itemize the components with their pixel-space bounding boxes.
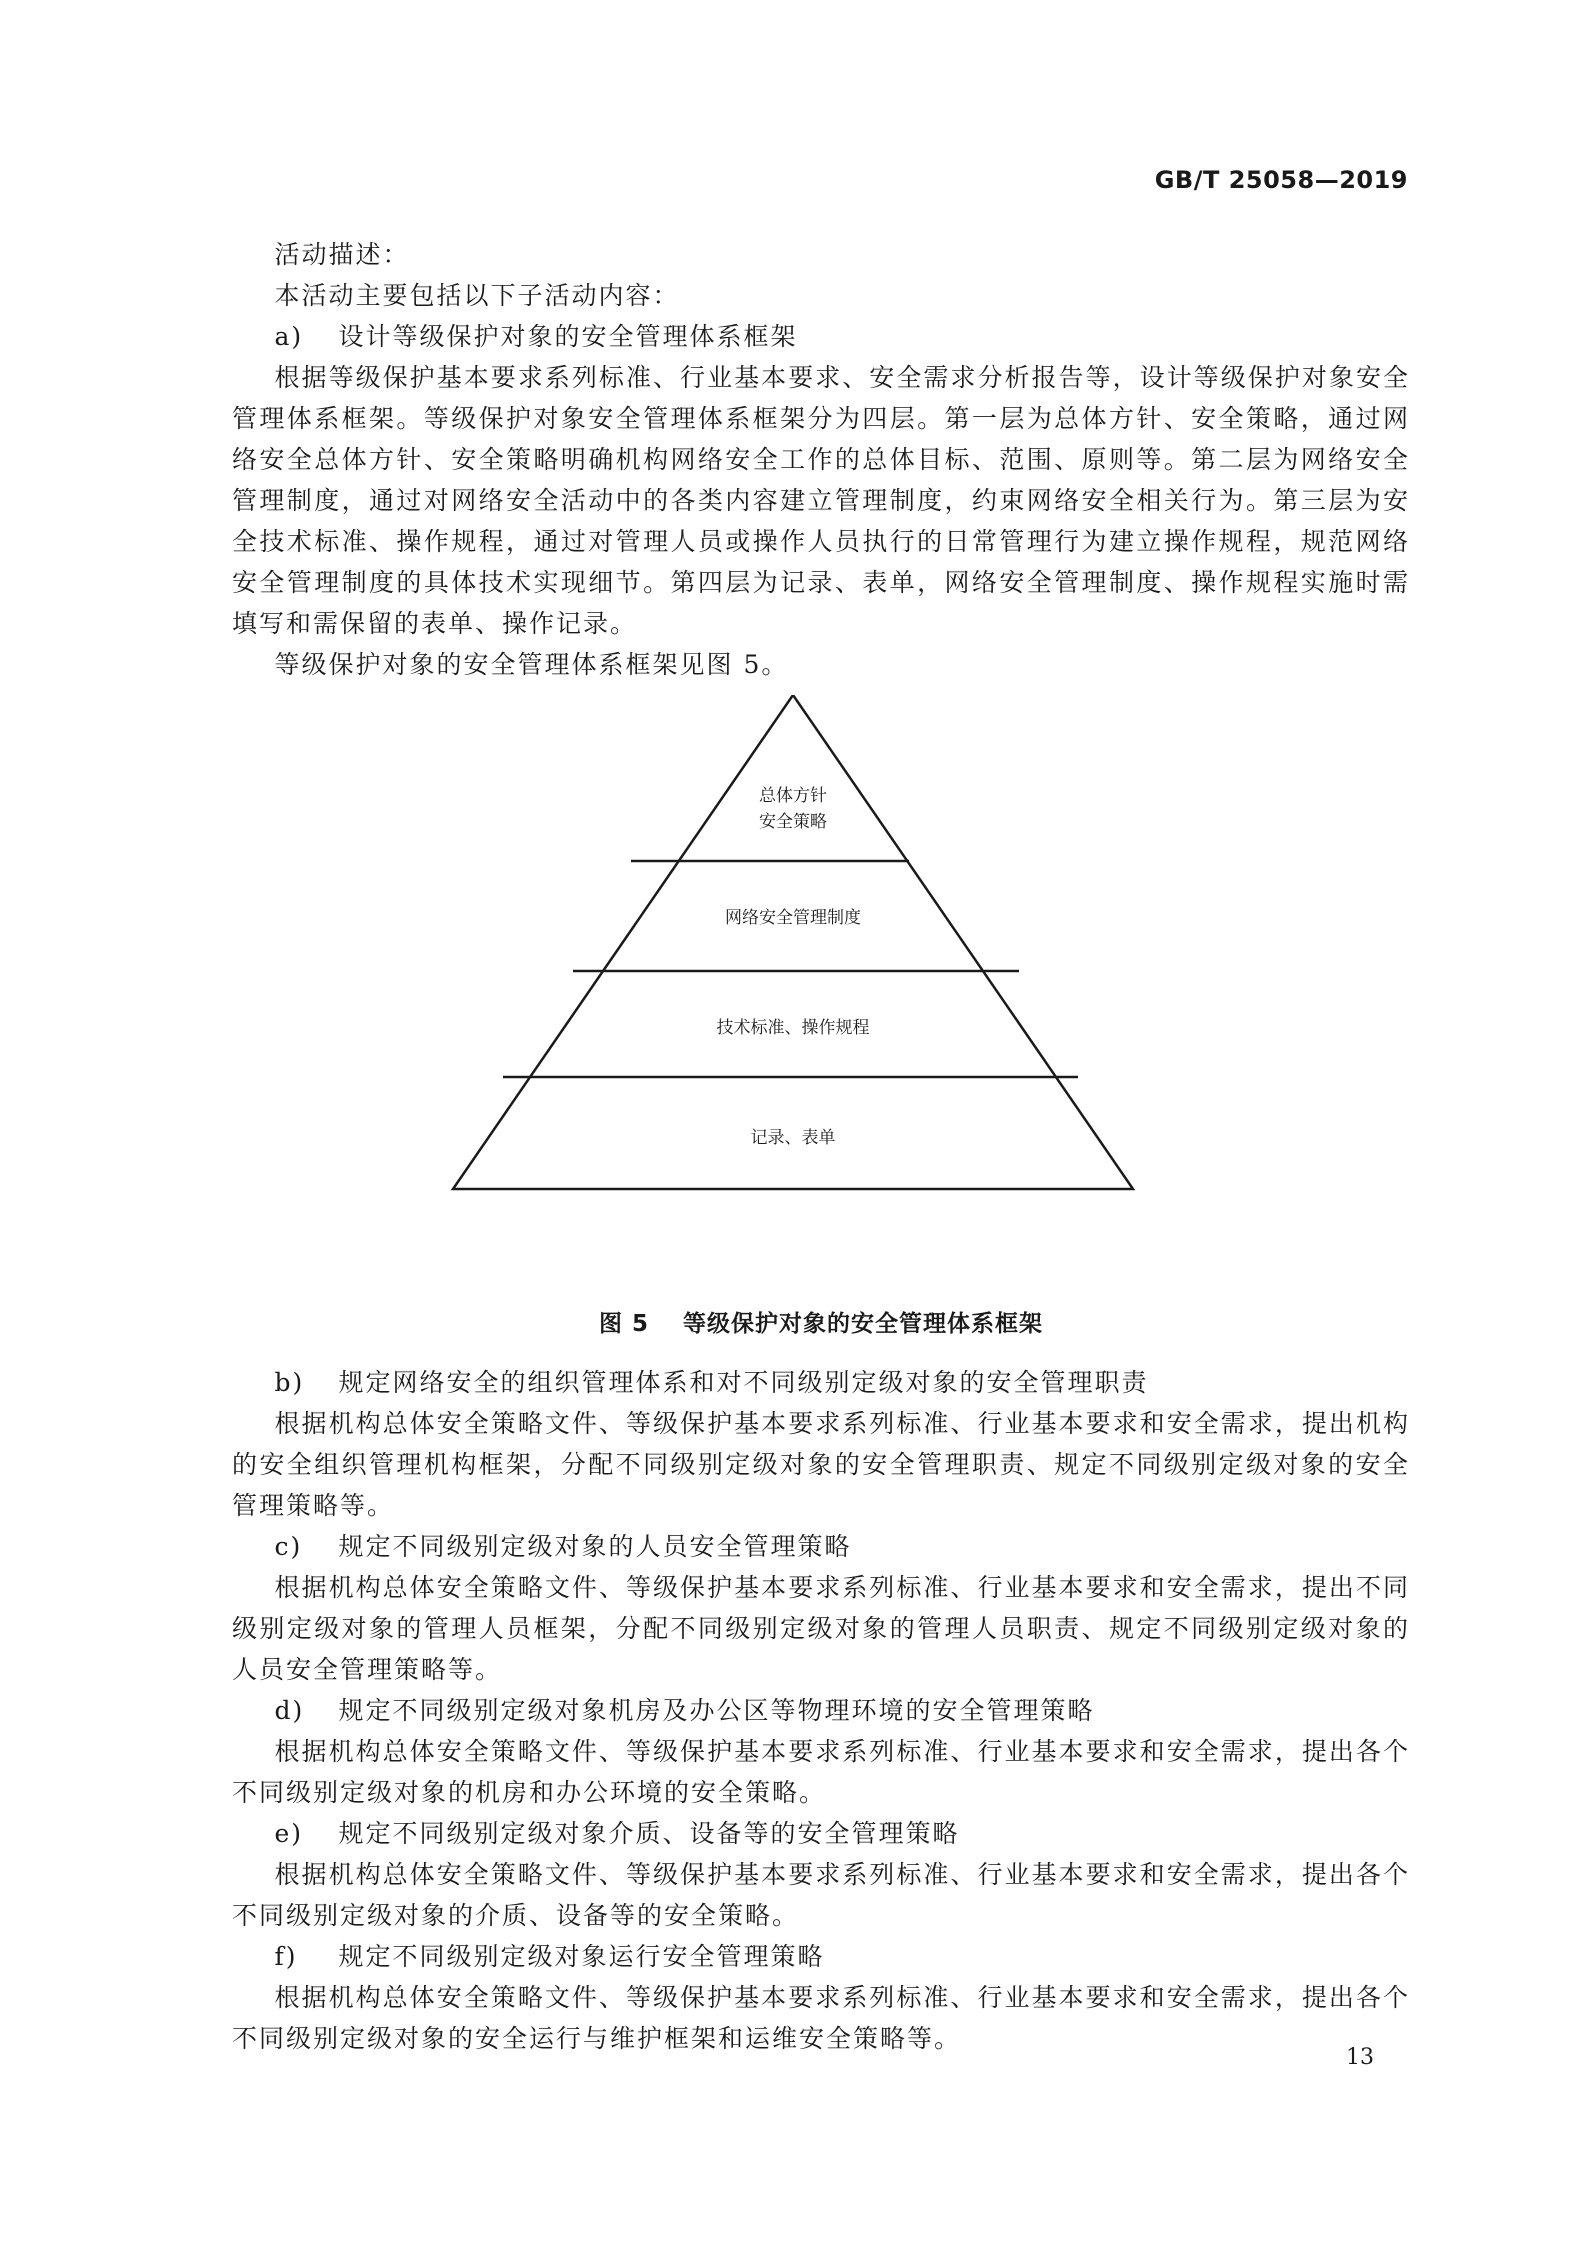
pyramid-figure — [232, 695, 1410, 1295]
item-c-title: 规定不同级别定级对象的人员安全管理策略 — [338, 1532, 852, 1561]
layer-3-label: 技术标准、操作规程 — [716, 1018, 870, 1038]
item-b-title: 规定网络安全的组织管理体系和对不同级别定级对象的安全管理职责 — [338, 1368, 1149, 1397]
item-f-paragraph: 根据机构总体安全策略文件、等级保护基本要求系列标准、行业基本要求和安全需求，提出各个不同级别定级对象的安全运行与维护框架和运维安全策略等。 — [232, 1983, 1410, 2053]
item-e-paragraph: 根据机构总体安全策略文件、等级保护基本要求系列标准、行业基本要求和安全需求，提出各个不同级别定级对象的介质、设备等的安全策略。 — [232, 1860, 1410, 1930]
item-d-heading — [232, 1690, 1410, 1731]
page-number: 13 — [1346, 2045, 1374, 2070]
item-d-title: 规定不同级别定级对象机房及办公区等物理环境的安全管理策略 — [338, 1696, 1095, 1725]
item-f-title: 规定不同级别定级对象运行安全管理策略 — [338, 1942, 825, 1971]
item-f-label: f) — [274, 1942, 298, 1971]
item-a-heading — [232, 316, 1410, 357]
item-d-paragraph: 根据机构总体安全策略文件、等级保护基本要求系列标准、行业基本要求和安全需求，提出各个不同级别定级对象的机房和办公环境的安全策略。 — [232, 1737, 1410, 1807]
figure-caption — [232, 1305, 1410, 1338]
standard-number: GB/T 25058—2019 — [1154, 166, 1408, 194]
layer-4-label: 记录、表单 — [750, 1128, 836, 1148]
item-f-heading — [232, 1936, 1410, 1977]
pyramid-diagram — [232, 695, 1410, 1295]
layer-2-label: 网络安全管理制度 — [725, 908, 861, 928]
item-b-label: b) — [274, 1368, 305, 1397]
figure-reference: 等级保护对象的安全管理体系框架见图 5。 — [274, 650, 789, 679]
item-e-heading — [232, 1813, 1410, 1854]
item-a-title: 设计等级保护对象的安全管理体系框架 — [338, 322, 798, 351]
item-c-heading — [232, 1526, 1410, 1567]
item-b-heading — [232, 1362, 1410, 1403]
item-e-label: e) — [274, 1819, 304, 1848]
caption-text: 等级保护对象的安全管理体系框架 — [683, 1311, 1043, 1337]
item-d-label: d) — [274, 1696, 305, 1725]
pyramid-outline — [453, 695, 1133, 1189]
item-a-paragraph: 根据等级保护基本要求系列标准、行业基本要求、安全需求分析报告等，设计等级保护对象安全管理体系框架。等级保护对象安全管理体系框架分为四层。第一层为总体方针、安全策略，通过网络安全总体方针、安全策略明确机构网络安全工作的总体目标、范围、原则等。第二层为网络安全管理制度，通过对网络安全活动中的各类内容建立管理制度，约束网络安全相关行为。第三层为安全技术标准、操作规程，通过对管理人员或操作人员执行的日常管理行为建立操作规程，规范网络安全管理制度的具体技术实现细节。第四层为记录、表单，网络安全管理制度、操作规程实施时需填写和需保留的表单、操作记录。 — [232, 363, 1410, 638]
item-e-title: 规定不同级别定级对象介质、设备等的安全管理策略 — [338, 1819, 960, 1848]
item-c-label: c) — [274, 1532, 303, 1561]
layer-1-line-1: 总体方针 — [759, 786, 827, 806]
caption-number: 图 5 — [598, 1311, 649, 1337]
item-b-paragraph: 根据机构总体安全策略文件、等级保护基本要求系列标准、行业基本要求和安全需求，提出机构的安全组织管理机构框架，分配不同级别定级对象的安全管理职责、规定不同级别定级对象的安全管理策略等。 — [232, 1409, 1410, 1520]
page-content — [232, 234, 1410, 2059]
item-c-paragraph: 根据机构总体安全策略文件、等级保护基本要求系列标准、行业基本要求和安全需求，提出不同级别定级对象的管理人员框架，分配不同级别定级对象的管理人员职责、规定不同级别定级对象的人员安全管理策略等。 — [232, 1573, 1410, 1684]
layer-1-line-2: 安全策略 — [759, 812, 827, 832]
intro-line-2: 本活动主要包括以下子活动内容： — [274, 281, 680, 310]
item-a-label: a) — [274, 322, 304, 351]
intro-line-1: 活动描述： — [274, 240, 410, 269]
